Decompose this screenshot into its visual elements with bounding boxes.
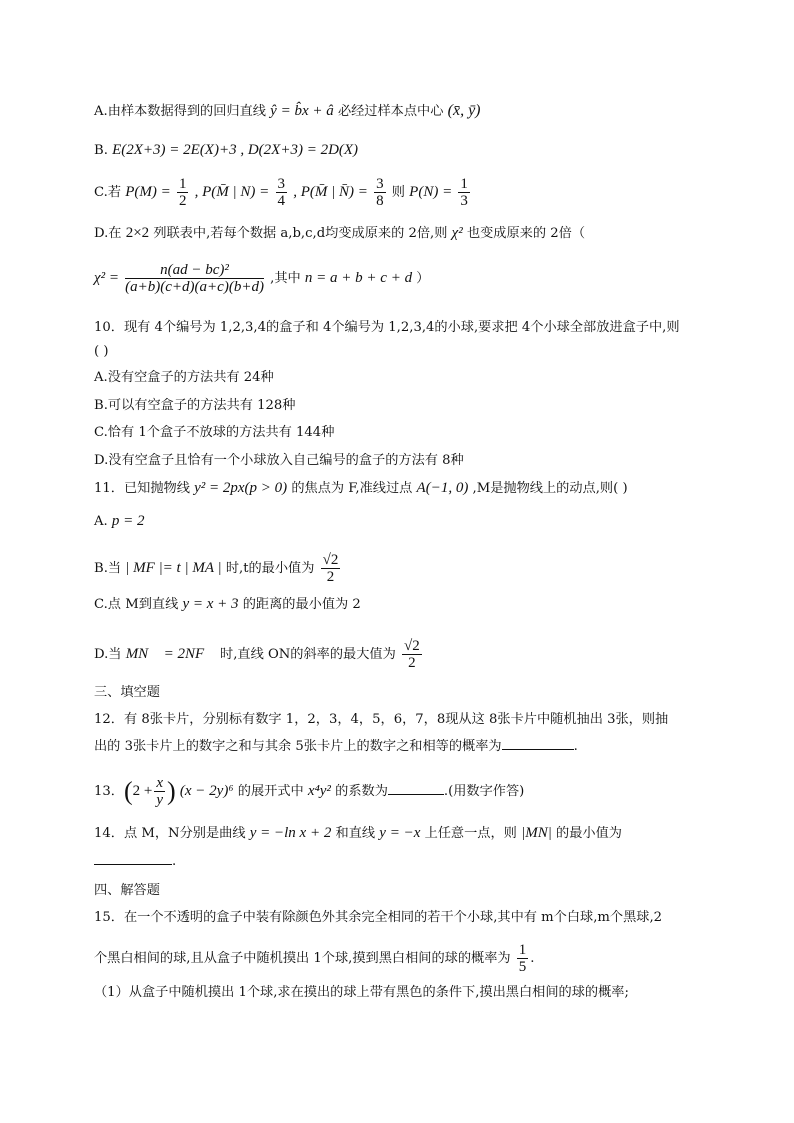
option-b-label: B. [94, 143, 108, 158]
q11-option-a-eq: p = 2 [111, 513, 145, 529]
q14-end: . [172, 854, 177, 869]
option-a-label: A. [94, 104, 108, 119]
q13-binomial: (x − 2y)⁶ [179, 783, 234, 799]
fraction-1-5: $\frac{1}{5}$ [518, 942, 527, 975]
q11-stem-2: 的焦点为 F,准线过点 [291, 481, 413, 496]
q15-sub-1: （1）从盒子中随机摸出 1个球,求在摸出的球上带有黑色的条件下,摸出黑白相间的球的概率; [94, 985, 629, 1000]
q11-option-b-text-2: 时,t的最小值为 [225, 561, 315, 576]
q15-text: 个黑白相间的球,且从盒子中随机摸出 1个球,摸到黑白相间的球的概率为 [94, 951, 511, 966]
q10-option-d: D.没有空盒子且恰有一个小球放入自己编号的盒子的方法有 8种 [94, 453, 464, 468]
line-equation: y = x + 3 [182, 596, 239, 612]
q11-stem [94, 478, 628, 499]
q14-answer-line [94, 852, 176, 872]
q11-option-b-text: B.当 [94, 561, 122, 576]
q10-option-b: B.可以有空盒子的方法共有 128种 [94, 398, 296, 413]
option-d-text: 在 [108, 226, 122, 241]
q11-option-b-eq: | MF |= t | MA | [125, 560, 222, 576]
q13-answer-blank[interactable] [388, 794, 444, 795]
q12-line-2 [94, 737, 578, 757]
option-d-text-3: 也变成原来的 2倍（ [466, 226, 586, 241]
q10-option-a: A.没有空盒子的方法共有 24种 [94, 370, 274, 385]
option-c-text-2: 则 [391, 185, 405, 200]
option-c-label: C. [94, 185, 108, 200]
sqrt2-over-2-d: $\frac{√2}{2}$ [404, 638, 420, 671]
option-a [94, 101, 481, 122]
q11-option-c [94, 594, 361, 615]
prob-mbar-given-nbar: , P(M̄ | N̄) = [293, 184, 368, 200]
q11-option-d-text: D.当 [94, 647, 122, 662]
q13-text-3: .(用数字作答) [443, 784, 525, 799]
fraction-1-3: $\frac{1}{3}$ [460, 176, 468, 209]
q11-option-b [94, 552, 342, 585]
section-solution-heading: 四、解答题 [94, 883, 160, 898]
q13-right-paren: ) [167, 776, 176, 806]
x-over-y: $\frac{x}{y}$ [156, 775, 164, 808]
q10-option-c: C.恰有 1个盒子不放球的方法共有 144种 [94, 425, 335, 440]
regression-equation: ŷ = b̂x + â [270, 103, 334, 119]
q11-option-a [94, 511, 145, 532]
point-a: A(−1, 0) [416, 480, 469, 496]
option-b-equation: E(2X+3) = 2E(X)+3 , D(2X+3) = 2D(X) [112, 142, 359, 158]
q14-answer-blank[interactable] [94, 864, 172, 865]
q11-stem-3: ,M是抛物线上的动点,则( ) [472, 481, 628, 496]
option-d [94, 223, 585, 244]
option-d-close: ） [416, 271, 430, 286]
q14-text-3: 上任意一点，则 [424, 826, 517, 841]
chi-square: χ² [451, 225, 463, 241]
q12-answer-blank[interactable] [502, 749, 574, 750]
q13 [94, 775, 524, 808]
q11-option-c-text: C.点 M到直线 [94, 597, 179, 612]
q10-answer-paren: ( ) [94, 344, 109, 359]
q13-text-2: 的系数为 [335, 784, 388, 799]
prob-mbar-given-n: , P(M̄ | N) = [194, 184, 270, 200]
q13-term: x⁴y² [307, 783, 331, 799]
q12-line-1: 12．有 8张卡片，分别标有数字 1，2，3，4，5，6，7，8现从这 8张卡片中随机抽出 3张，则抽 [94, 712, 669, 727]
q15-line-2 [94, 942, 535, 975]
q11-option-c-text-2: 的距离的最小值为 2 [242, 597, 361, 612]
q15-end: . [530, 951, 535, 966]
option-a-text-2: 必经过样本点中心 [337, 104, 444, 119]
q14-text-2: 和直线 [335, 826, 376, 841]
fraction-3-8: $\frac{3}{8}$ [376, 176, 384, 209]
prob-n: P(N) = [409, 184, 453, 200]
q12-text: 出的 3张卡片上的数字之和与其余 5张卡片上的数字之和相等的概率为 [94, 739, 502, 754]
section-fill-in-heading: 三、填空题 [94, 685, 160, 700]
table-size: 2×2 [125, 225, 150, 241]
option-c [94, 176, 472, 209]
option-a-text: 由样本数据得到的回归直线 [107, 104, 266, 119]
option-d-text-2: 列联表中,若每个数据 a,b,c,d均变成原来的 2倍,则 [153, 226, 448, 241]
vector-equation: MN⃗ = 2NF⃗ [125, 646, 216, 662]
sqrt2-over-2-b: $\frac{√2}{2}$ [322, 552, 339, 585]
q14 [94, 823, 622, 844]
option-c-text: 若 [107, 185, 121, 200]
line-y-neg-x: y = −x [379, 825, 421, 841]
distance-mn: |MN| [521, 825, 552, 841]
q13-left-paren: ( [123, 776, 133, 806]
chi-square-fraction: $\frac{\text{n(ad − bc)²}}{(a+b)(c+d)(a+c)(b+d)}$ [125, 262, 264, 295]
prob-m: P(M) = [125, 184, 171, 200]
q15-line-1: 15．在一个不透明的盒子中装有除颜色外其余完全相同的若干个小球,其中有 m个白球,m个黑球,2 [94, 910, 663, 925]
q13-label: 13． [94, 784, 124, 799]
n-definition: n = a + b + c + d [304, 270, 413, 286]
q11-option-a-label: A. [94, 514, 108, 529]
sample-center: (x̄, ȳ) [447, 102, 481, 119]
q13-text: 的展开式中 [237, 784, 304, 799]
q11-option-d-text-2: 时,直线 ON的斜率的最大值为 [220, 647, 396, 662]
parabola-equation: y² = 2px(p > 0) [194, 480, 288, 496]
q11-option-d [94, 638, 424, 671]
chi-square-formula [94, 262, 429, 295]
option-b [94, 140, 358, 161]
q10-stem: 10．现有 4个编号为 1,2,3,4的盒子和 4个编号为 1,2,3,4的小球,要求把 4个小球全部放进盒子中,则 [94, 320, 680, 335]
option-d-label: D. [94, 226, 109, 241]
option-d-text-4: ,其中 [270, 271, 301, 286]
q13-two: 2 + [132, 783, 153, 799]
q12-end: . [573, 739, 578, 754]
q14-text: 14．点 M，N分别是曲线 [94, 826, 246, 841]
curve-equation: y = −ln x + 2 [249, 825, 332, 841]
q14-text-4: 的最小值为 [556, 826, 622, 841]
q11-stem-1: 11．已知抛物线 [94, 481, 190, 496]
fraction-1-2: $\frac{1}{2}$ [178, 176, 187, 209]
fraction-3-4: $\frac{3}{4}$ [277, 176, 285, 209]
chi-square-lhs: χ² = [94, 270, 119, 286]
